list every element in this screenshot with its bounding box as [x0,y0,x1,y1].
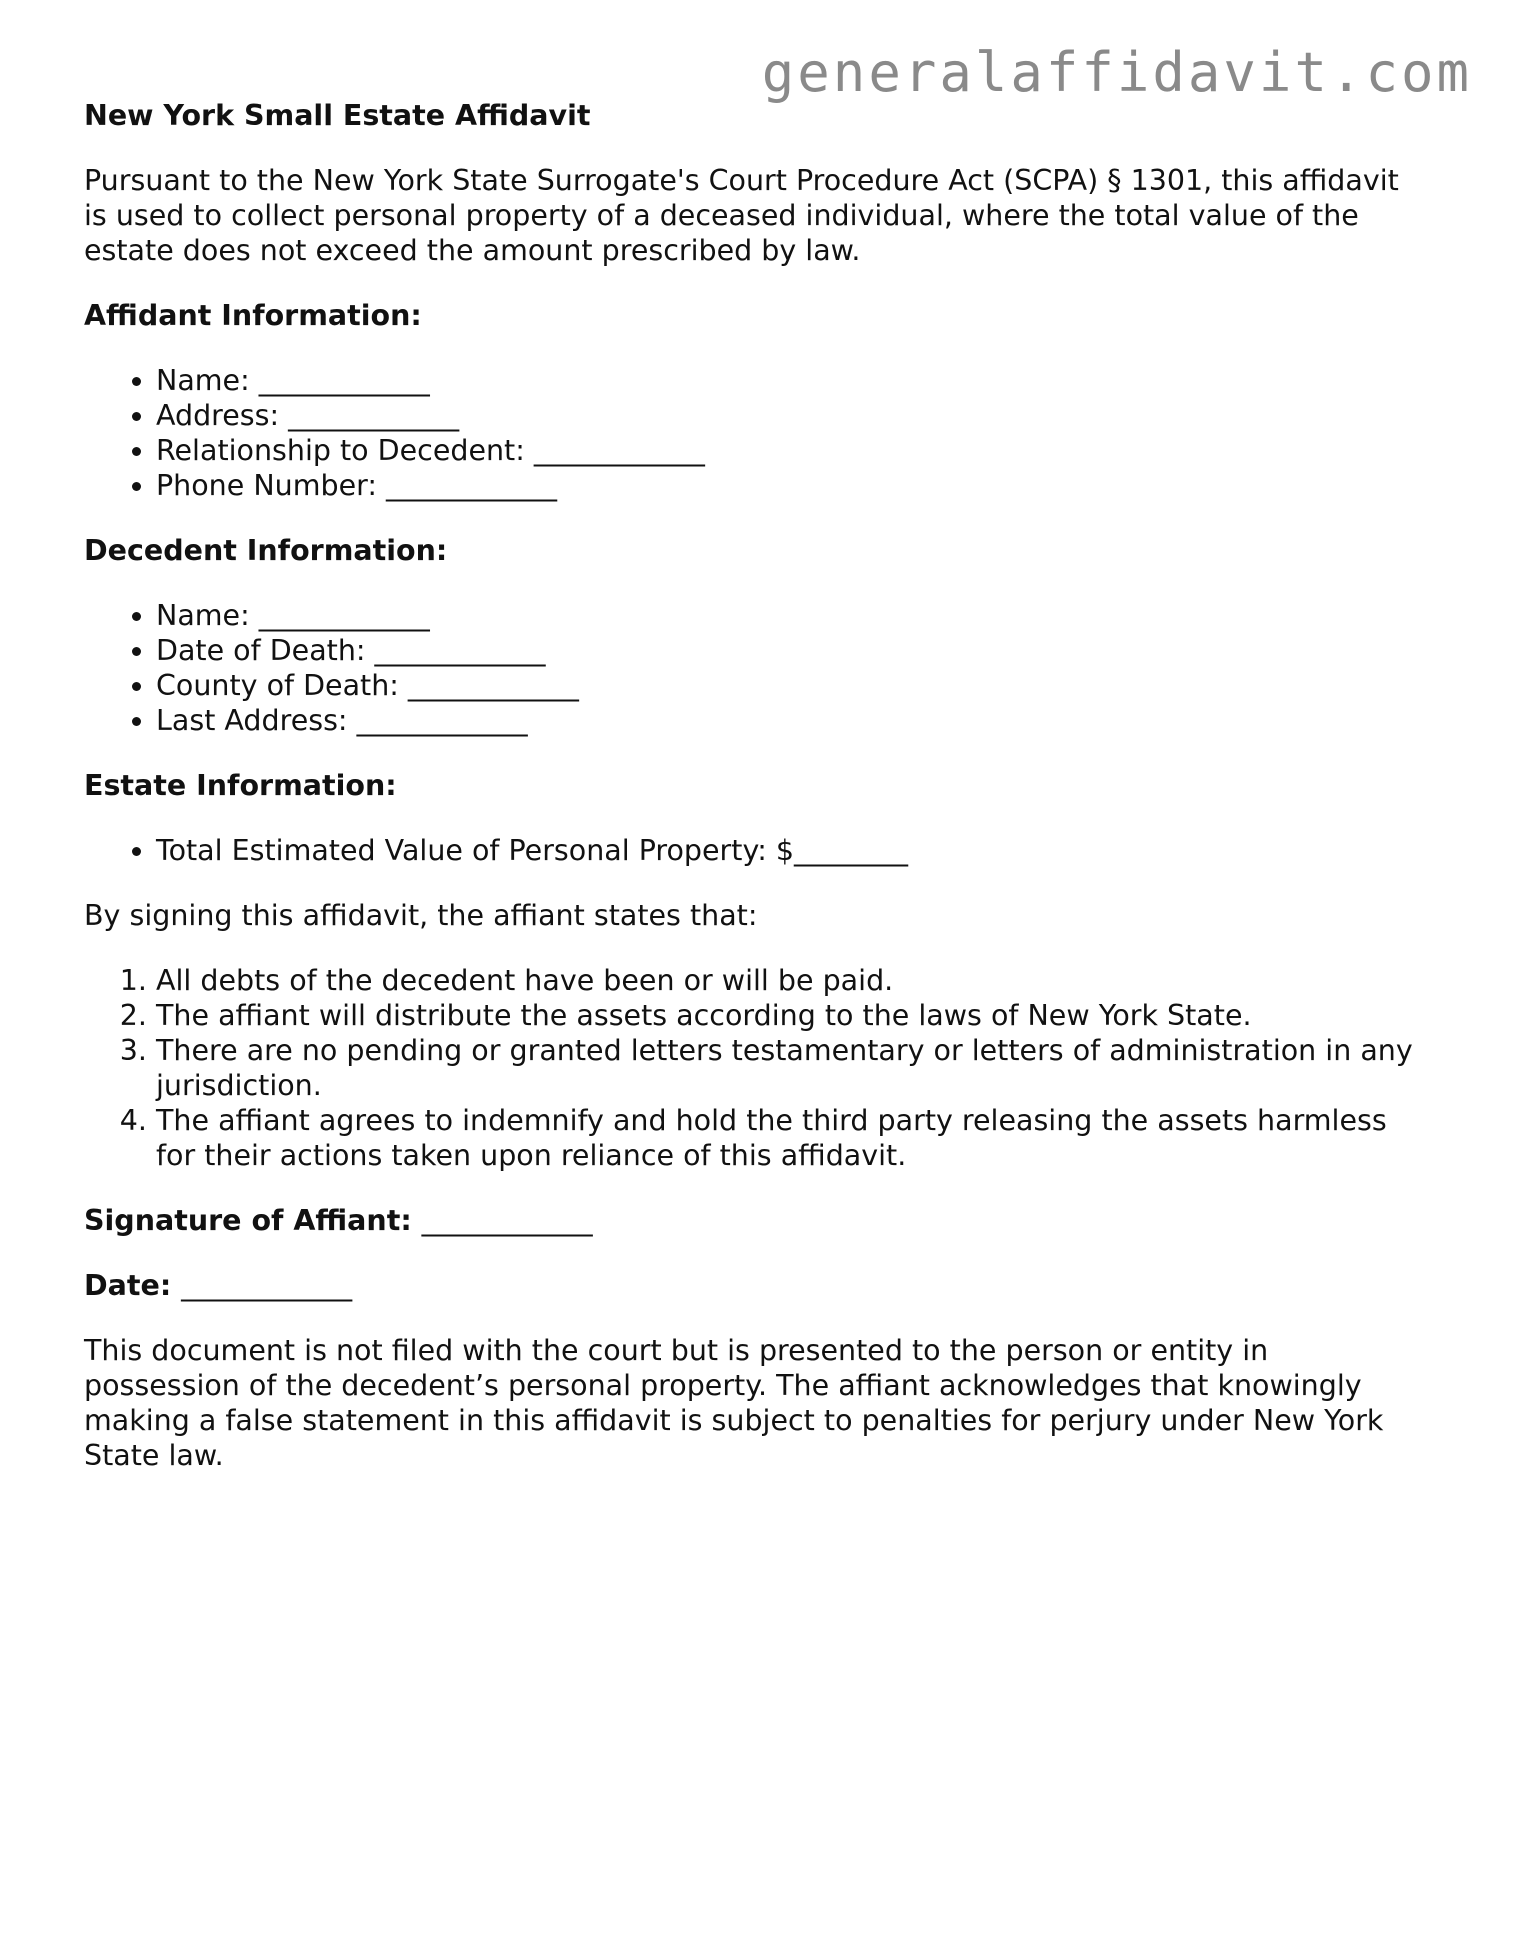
affiant-relationship-field: • Relationship to Decedent: ____________ [156,433,1430,468]
date-blank: ____________ [181,1269,353,1302]
affiant-name-field: • Name: ____________ [156,363,1430,398]
affiant-heading: Affidant Information: [84,299,422,332]
intro-paragraph: Pursuant to the New York State Surrogate's Court Procedure Act (SCPA) § 1301, this affidavit is used to collect personal property of a deceased individual, where the total value of the estate does not exceed the amount prescribed by law. [84,164,1399,267]
decedent-heading: Decedent Information: [84,534,448,567]
decedent-address-field: • Last Address: ____________ [156,703,1430,738]
statement-item: 2. The affiant will distribute the assets according to the laws of New York State. [156,998,1430,1033]
statement-intro: By signing this affidavit, the affiant states that: [84,899,758,932]
affiant-list [84,363,1430,503]
affiant-phone-field: • Phone Number: ____________ [156,468,1430,503]
signature-line [84,1203,1430,1238]
decedent-death-date-field: • Date of Death: ____________ [156,633,1430,668]
signature-label: Signature of Affiant: [84,1204,422,1237]
closing-paragraph: This document is not filed with the court but is presented to the person or entity in possession of the decedent’s personal property. The affiant acknowledges that knowingly making a false statement in this affidavit is subject to penalties for perjury under New York State law. [84,1334,1384,1472]
document-title: New York Small Estate Affidavit [84,99,591,132]
watermark: generalaffidavit.com [761,41,1472,104]
statement-item: 1. All debts of the decedent have been or will be paid. [156,963,1430,998]
date-line [84,1268,1430,1303]
document-body [84,98,1430,1503]
statement-item: 3. There are no pending or granted letters testamentary or letters of administration in any jurisdiction. [156,1033,1430,1103]
estate-value-field: • Total Estimated Value of Personal Property: $________ [156,833,1430,868]
decedent-name-field: • Name: ____________ [156,598,1430,633]
estate-heading: Estate Information: [84,769,397,802]
affiant-address-field: • Address: ____________ [156,398,1430,433]
signature-blank: ____________ [421,1204,593,1237]
statement-list [84,963,1430,1173]
date-label: Date: [84,1269,182,1302]
decedent-county-field: • County of Death: ____________ [156,668,1430,703]
decedent-list [84,598,1430,738]
estate-list [84,833,1430,868]
statement-item: 4. The affiant agrees to indemnify and hold the third party releasing the assets harmless for their actions taken upon reliance of this affidavit. [156,1103,1430,1173]
